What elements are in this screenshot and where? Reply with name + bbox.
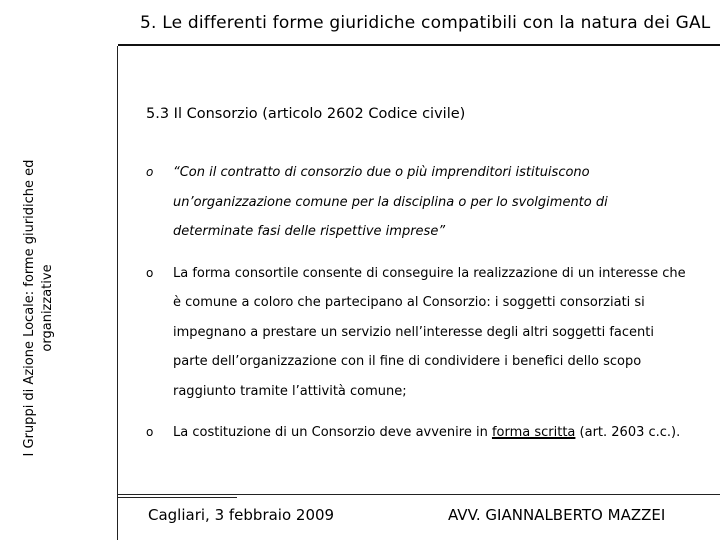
footer-rule-accent: [117, 497, 237, 498]
bullet-emphasis: forma scritta: [491, 425, 576, 440]
bullet-item-consortium-form: [146, 259, 691, 407]
bullet-item-definition: [146, 158, 691, 247]
sidebar-label-line-1: I Gruppi di Azione Locale: forme giuridiche ed: [22, 159, 37, 457]
bullet-marker: o: [146, 165, 154, 179]
bullet-item-written-form: [146, 418, 691, 448]
header-rule: [118, 44, 720, 46]
sidebar-label-line-2: organizzative: [40, 264, 55, 352]
bullet-marker: o: [146, 265, 154, 280]
page-title: 5. Le differenti forme giuridiche compatibili con la natura dei GAL: [140, 13, 711, 33]
bullet-text: La forma consortile consente di conseguire la realizzazione di un interesse che è comune a coloro che partecipano al Consorzio: i soggetti consorziati si impegnano a prestare un servizio nell’interesse degli altri soggetti facenti parte dell’organizzazione con il fine di condividere i benefici dello scopo raggiunto tramite l’attività comune;: [173, 265, 686, 399]
footer-location-date: Cagliari, 3 febbraio 2009: [148, 506, 335, 524]
footer-rule: [117, 494, 720, 495]
bullet-text-after: (art. 2603 c.c.).: [575, 425, 681, 440]
bullet-marker: o: [146, 425, 154, 439]
footer-author: AVV. GIANNALBERTO MAZZEI: [448, 506, 666, 524]
section-subtitle: 5.3 Il Consorzio (articolo 2602 Codice civile): [146, 106, 466, 122]
bullet-text-before: La costituzione di un Consorzio deve avvenire in: [173, 425, 492, 440]
bullet-text: “Con il contratto di consorzio due o più imprenditori istituiscono un’organizzazione comune per la disciplina o per lo svolgimento di determinate fasi delle rispettive imprese”: [173, 165, 608, 239]
bullet-list: [146, 158, 691, 448]
sidebar-vertical-label: [21, 128, 57, 488]
sidebar-divider: [117, 46, 118, 540]
